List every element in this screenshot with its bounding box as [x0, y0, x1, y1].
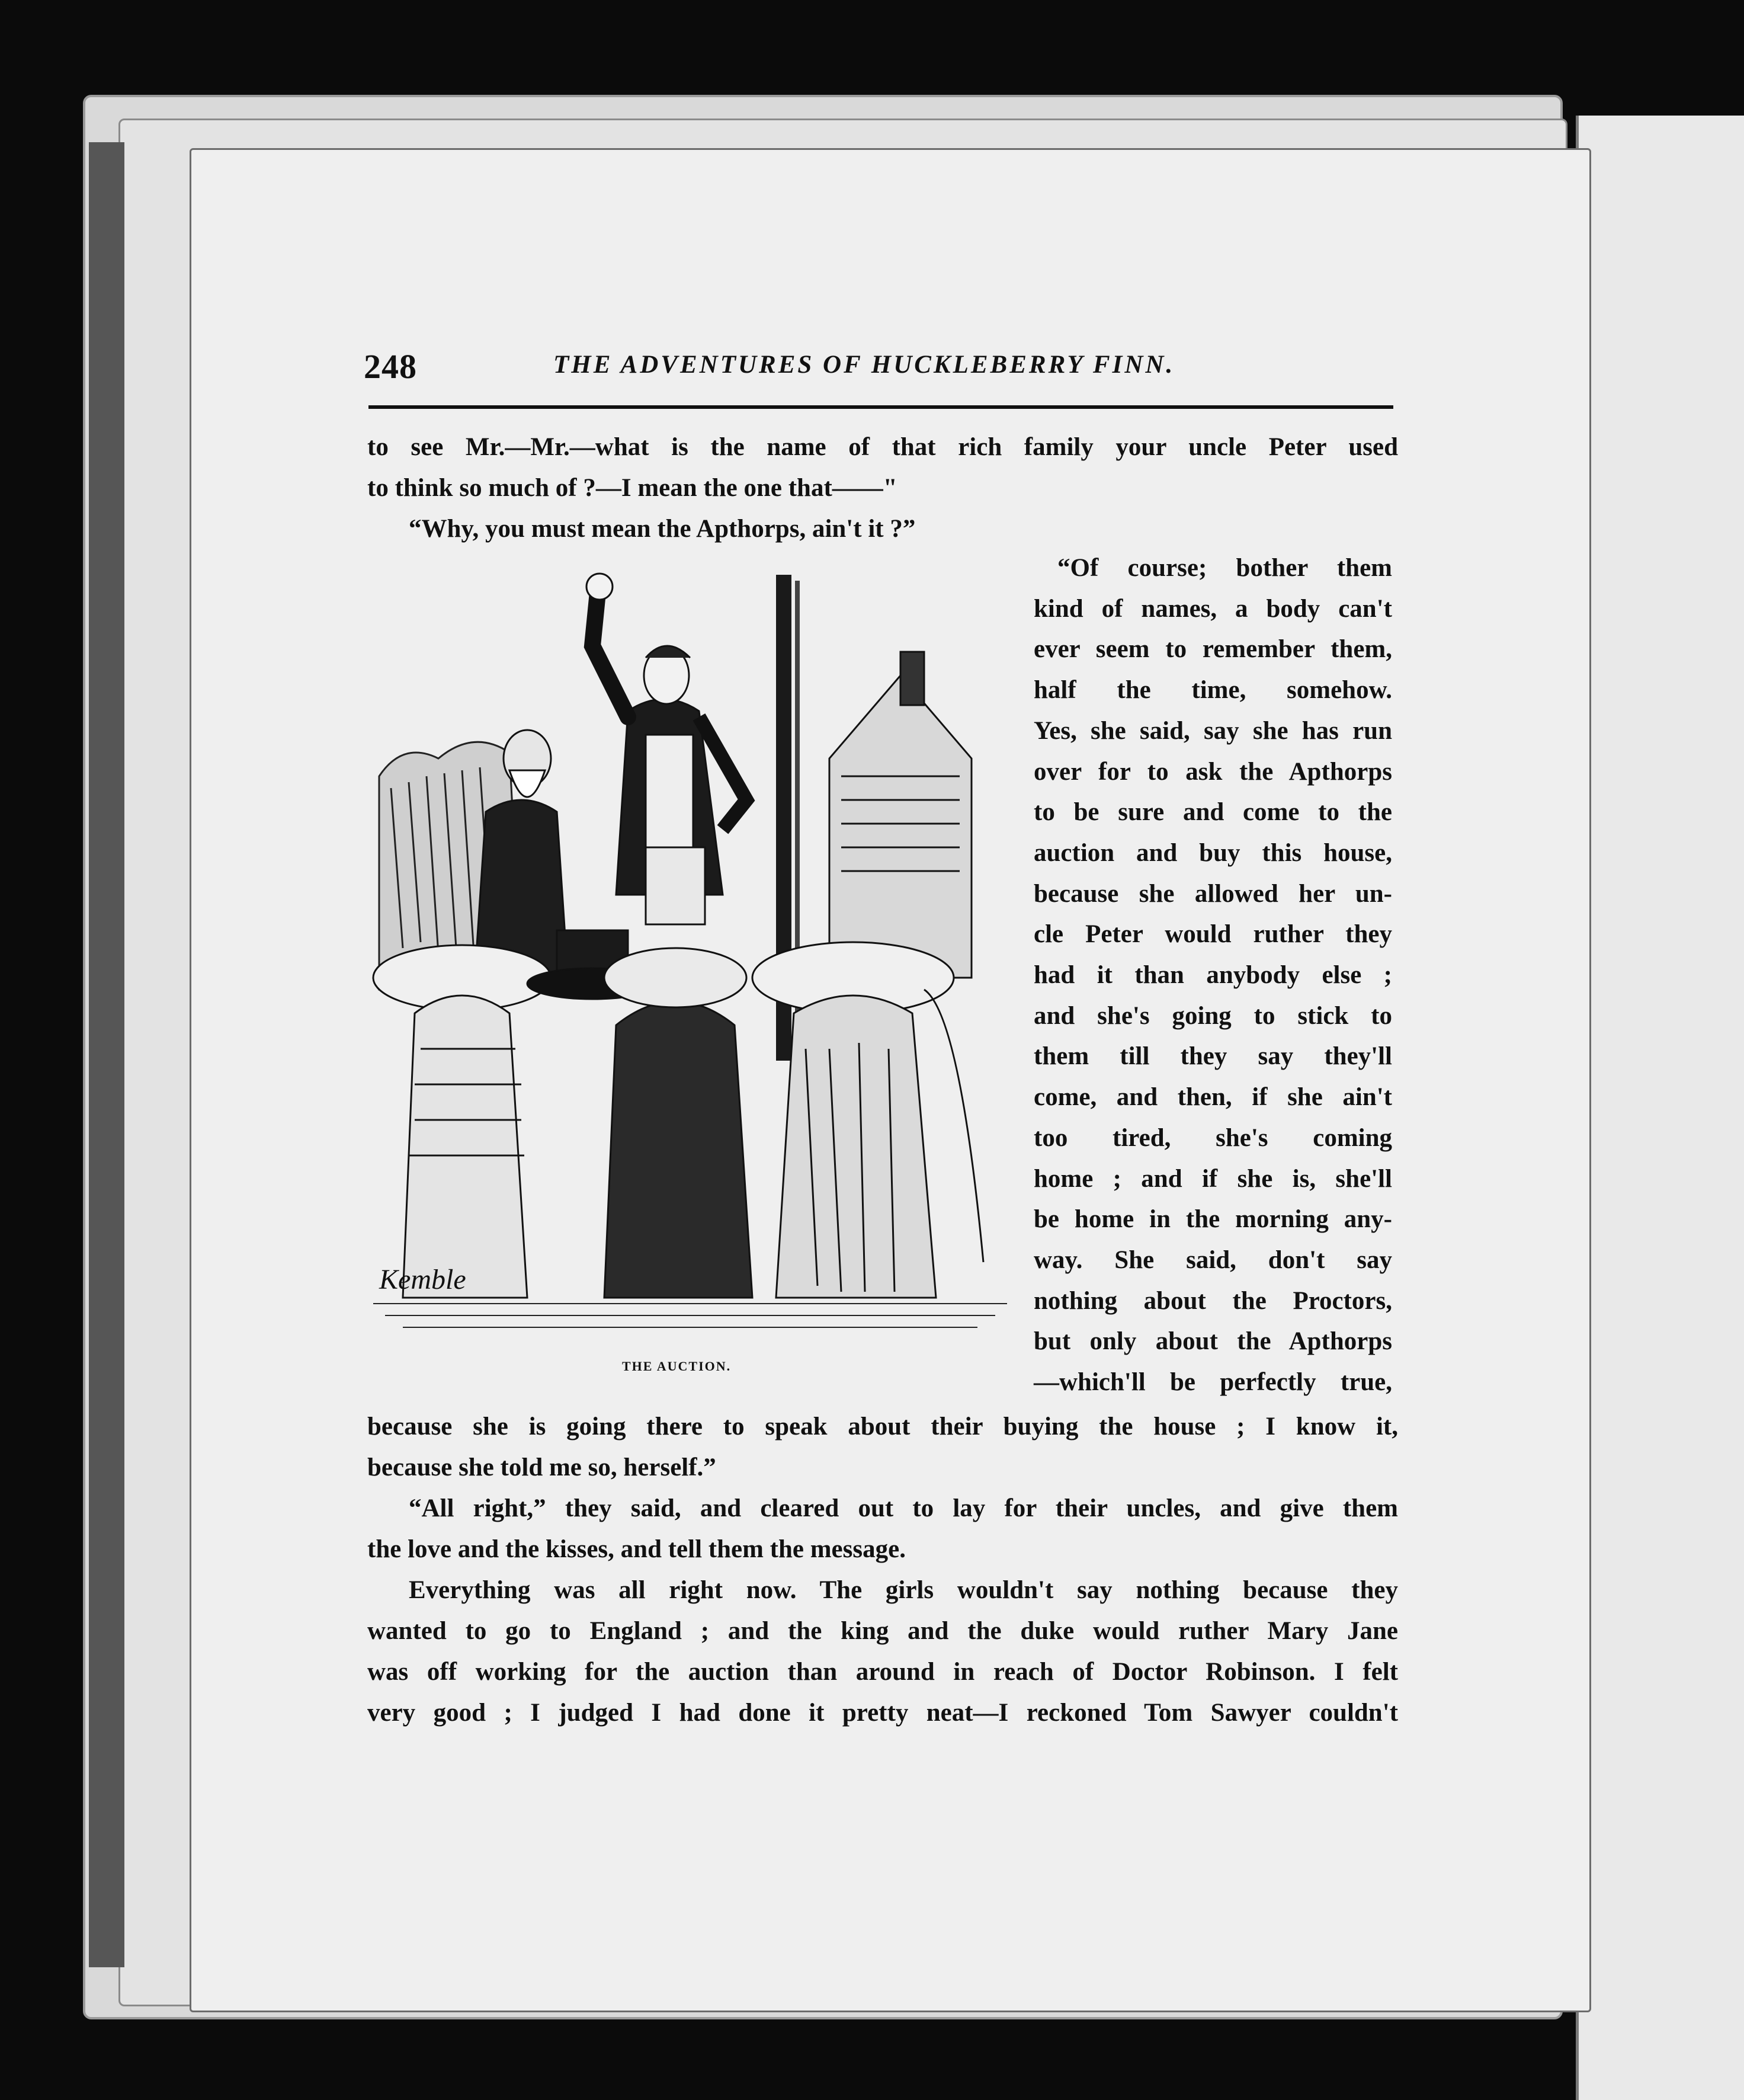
text-line: Everything was all right now. The girls wouldn't say nothing because they — [409, 1576, 1398, 1604]
text-line: kind of names, a body can't — [1034, 594, 1392, 623]
text-line: to be sure and come to the — [1034, 798, 1392, 827]
text-line: because she is going there to speak about their buying the house ; I know it, — [367, 1413, 1398, 1440]
top-paragraph — [367, 427, 1398, 549]
text-line: to think so much of ?—I mean the one that——" — [367, 474, 897, 502]
text-line: the love and the kisses, and tell them the message. — [367, 1535, 906, 1563]
text-line: auction and buy this house, — [1034, 838, 1392, 867]
bottom-paragraphs — [367, 1406, 1398, 1733]
text-line: had it than anybody else ; — [1034, 961, 1392, 990]
header-rule — [368, 405, 1393, 409]
page-header — [364, 347, 1394, 394]
text-line: come, and then, if she ain't — [1034, 1083, 1392, 1112]
text-line: but only about the Apthorps — [1034, 1327, 1392, 1356]
side-column-text — [1034, 548, 1392, 1403]
text-line: because she told me so, herself.” — [367, 1454, 716, 1481]
text-line: “Of course; bother them — [1057, 554, 1392, 582]
text-line: —which'll be perfectly true, — [1034, 1368, 1392, 1397]
text-line: “Why, you must mean the Apthorps, ain't it ?” — [409, 515, 916, 543]
text-line: too tired, she's coming — [1034, 1123, 1392, 1152]
text-line: nothing about the Proctors, — [1034, 1286, 1392, 1315]
book-spine-shadow — [89, 142, 124, 1967]
text-line: was off working for the auction than around in reach of Doctor Robinson. I felt — [367, 1658, 1398, 1686]
text-line: because she allowed her un- — [1034, 879, 1392, 908]
text-line: wanted to go to England ; and the king and the duke would ruther Mary Jane — [367, 1617, 1398, 1645]
text-line: half the time, somehow. — [1034, 676, 1392, 705]
text-line: be home in the morning any- — [1034, 1205, 1392, 1234]
text-line: them till they say they'll — [1034, 1042, 1392, 1071]
page-number: 248 — [364, 347, 417, 386]
text-line: Yes, she said, say she has run — [1034, 716, 1392, 745]
text-line: to see Mr.—Mr.—what is the name of that rich family your uncle Peter used — [367, 433, 1398, 461]
artist-signature: Kemble — [379, 1264, 466, 1295]
auction-illustration — [367, 563, 1013, 1345]
text-line: way. She said, don't say — [1034, 1246, 1392, 1274]
text-line: cle Peter would ruther they — [1034, 920, 1392, 949]
text-line: and she's going to stick to — [1034, 1001, 1392, 1030]
text-line: ever seem to remember them, — [1034, 635, 1392, 664]
running-title: THE ADVENTURES OF HUCKLEBERRY FINN. — [553, 351, 1175, 379]
illustration-caption: THE AUCTION. — [622, 1359, 732, 1374]
text-line: over for to ask the Apthorps — [1034, 757, 1392, 786]
text-line: home ; and if she is, she'll — [1034, 1164, 1392, 1193]
text-line: very good ; I judged I had done it pretty neat—I reckoned Tom Sawyer couldn't — [367, 1699, 1398, 1727]
facing-page-edge — [1576, 116, 1744, 2100]
text-line: “All right,” they said, and cleared out to lay for their uncles, and give them — [409, 1494, 1398, 1522]
